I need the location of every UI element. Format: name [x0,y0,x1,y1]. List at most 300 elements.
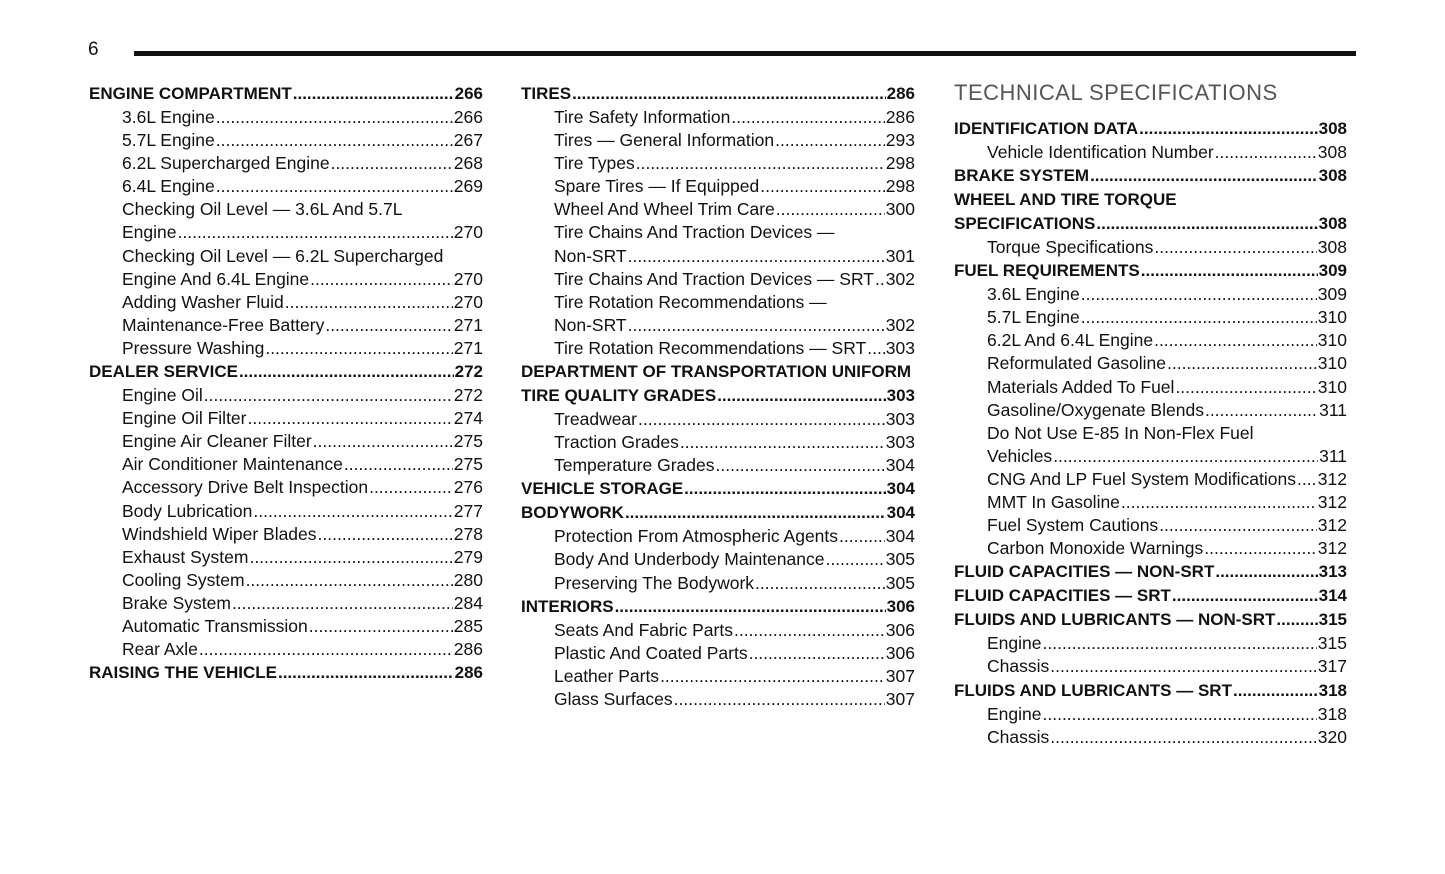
toc-entry-label: TIRE QUALITY GRADES [521,386,717,406]
toc-entry-label: VEHICLE STORAGE [521,479,684,499]
toc-entry-label: Engine Oil Filter [122,408,247,429]
toc-entry-label: Engine [987,633,1042,654]
toc-subentry[interactable] [89,523,483,546]
toc-subentry[interactable] [521,619,915,642]
toc-section-entry[interactable] [954,164,1347,188]
toc-page-number: 303 [885,409,915,430]
toc-entry-label[interactable]: Checking Oil Level — 6.2L Supercharged [122,245,444,266]
toc-entry-label: Wheel And Wheel Trim Care [554,199,775,220]
toc-subentry[interactable] [954,537,1347,560]
toc-entry-label: Chassis [987,656,1050,677]
dot-leader [749,642,885,665]
toc-entry-label: Adding Washer Fluid [122,291,284,312]
toc-subentry[interactable] [89,106,483,129]
toc-subentry[interactable] [521,245,915,268]
toc-entry-label: BODYWORK [521,503,624,523]
toc-section-entry[interactable] [954,560,1347,584]
toc-entry-label: 6.2L Supercharged Engine [122,153,330,174]
toc-entry-label[interactable]: WHEEL AND TIRE TORQUE [954,190,1177,210]
toc-entry-label: IDENTIFICATION DATA [954,119,1139,138]
toc-entry-label: Vehicle Identification Number [987,142,1214,162]
toc-page-number: 305 [885,549,915,570]
toc-page-number: 310 [1317,376,1347,397]
toc-page-number: 311 [1319,399,1347,420]
toc-entry-label: MMT In Gasoline [987,492,1120,513]
toc-subentry[interactable] [954,306,1347,329]
toc-page-number: 313 [1318,562,1347,582]
toc-subentry[interactable] [89,546,483,569]
toc-page-number: 318 [1317,703,1347,724]
toc-subentry[interactable] [521,548,915,571]
toc-subentry[interactable] [89,592,483,615]
dot-leader [628,314,885,337]
header-rule [134,51,1356,56]
toc-page-number: 306 [885,619,915,640]
toc-subentry[interactable] [521,152,915,175]
toc-page-number: 280 [453,569,483,590]
toc-section-entry[interactable] [954,117,1347,141]
dot-leader [776,198,885,221]
dot-leader [1096,212,1317,236]
toc-section-entry[interactable] [521,595,915,619]
toc-subentry[interactable] [954,514,1347,537]
toc-entry-label: 5.7L Engine [987,307,1080,328]
toc-subentry[interactable] [954,726,1347,749]
toc-page-number: 312 [1317,538,1347,559]
toc-entry-label: Tire Chains And Traction Devices — SRT [554,268,874,289]
toc-page-number: 315 [1317,633,1347,654]
toc-subentry[interactable] [954,236,1347,259]
dot-leader [755,572,885,595]
dot-leader [760,175,885,198]
dot-leader [1276,608,1317,632]
toc-page-number: 303 [886,386,915,406]
dot-leader [1090,164,1318,188]
toc-subentry[interactable] [954,283,1347,306]
toc-entry-label: Temperature Grades [554,455,715,476]
toc-entry-label: Pressure Washing [122,337,265,358]
toc-entry-label: Protection From Atmospheric Agents [554,526,839,547]
toc-page-number: 269 [453,176,483,197]
dot-leader [1175,376,1316,399]
toc-page-number: 309 [1317,284,1347,305]
toc-subentry[interactable] [954,376,1347,399]
toc-entry-label: Windshield Wiper Blades [122,523,317,544]
toc-entry-label: Reformulated Gasoline [987,353,1166,374]
dot-leader [867,337,885,360]
toc-page-number: 312 [1317,515,1347,536]
toc-entry-label[interactable]: Checking Oil Level — 3.6L And 5.7L [122,199,403,220]
toc-page-number: 315 [1318,610,1347,630]
toc-subentry[interactable] [954,703,1347,726]
toc-page-number: 275 [453,454,483,475]
dot-leader [674,688,885,711]
toc-entry-label: 6.4L Engine [122,176,215,197]
dot-leader [232,592,453,615]
toc-subentry[interactable] [521,408,915,431]
dot-leader [248,407,453,430]
dot-leader [1053,445,1318,468]
dot-leader [369,476,453,499]
dot-leader [638,408,885,431]
toc-subentry[interactable] [89,638,483,661]
toc-entry-label: Engine Oil [122,385,203,406]
dot-leader [253,500,452,523]
toc-page-number: 318 [1318,680,1347,700]
toc-entry-label: TIRES [521,84,572,103]
toc-subentry[interactable] [89,314,483,337]
toc-entry-label: Spare Tires — If Equipped [554,176,760,197]
dot-leader [731,106,884,129]
dot-leader [285,291,453,314]
dot-leader [278,661,454,685]
toc-page-number: 301 [885,245,915,266]
toc-entry-label: ENGINE COMPARTMENT [89,84,292,103]
toc-page-number: 270 [453,268,483,289]
toc-page-number: 293 [885,130,915,151]
toc-subentry[interactable] [89,175,483,198]
toc-page-number: 286 [453,639,483,660]
toc-page-number: 308 [1318,119,1347,138]
toc-entry-label: Tires — General Information [554,130,775,151]
toc-entry-label: Exhaust System [122,546,249,567]
toc-page-number: 309 [1318,261,1347,281]
toc-page-number: 270 [453,291,483,312]
dot-leader [875,268,885,291]
toc-entry-label: FLUIDS AND LUBRICANTS — SRT [954,680,1232,700]
toc-subentry[interactable] [89,430,483,453]
toc-page-number: 286 [886,84,915,103]
dot-leader [309,615,453,638]
toc-subentry[interactable] [521,572,915,595]
dot-leader [318,523,453,546]
toc-page-number: 317 [1317,656,1347,677]
toc-entry-label: FLUID CAPACITIES — NON-SRT [954,562,1215,582]
dot-leader [1050,726,1317,749]
dot-leader [684,477,885,501]
toc-subentry[interactable] [954,491,1347,514]
toc-subentry[interactable] [521,106,915,129]
toc-page-number: 272 [453,385,483,406]
toc-entry-label: Engine And 6.4L Engine [122,268,310,289]
toc-entry-label[interactable]: Tire Rotation Recommendations — [554,291,827,312]
toc-page-number: 311 [1319,445,1347,466]
toc-page-number: 285 [453,615,483,636]
toc-subentry[interactable] [89,152,483,175]
toc-subentry[interactable] [954,468,1347,491]
toc-page-number: 298 [885,153,915,174]
dot-leader [775,129,885,152]
toc-subentry[interactable] [521,642,915,665]
toc-page-number: 268 [453,153,483,174]
dot-leader [249,546,452,569]
toc-subentry[interactable] [521,454,915,477]
toc-subentry[interactable] [521,314,915,337]
toc-page-number: 286 [885,107,915,127]
toc-entry-label: INTERIORS [521,596,614,616]
toc-page-number: 302 [885,314,915,335]
toc-entry-label: Vehicles [987,445,1053,466]
toc-entry-label: 3.6L Engine [122,107,215,127]
toc-entry-label: Treadwear [554,409,637,430]
toc-page-number: 277 [453,500,483,521]
toc-page-number: 304 [886,503,915,523]
toc-entry-label: Plastic And Coated Parts [554,642,748,663]
page-number: 6 [88,39,99,60]
dot-leader [1121,491,1317,514]
toc-entry-label: Chassis [987,726,1050,747]
toc-section-entry[interactable] [954,584,1347,608]
toc-subentry[interactable] [89,569,483,592]
dot-leader [1167,352,1317,375]
toc-entry-label: Brake System [122,592,231,613]
toc-section-entry[interactable] [521,384,915,408]
toc-entry-label: Torque Specifications [987,237,1154,258]
toc-page-number: 276 [453,477,483,498]
toc-subentry[interactable] [521,688,915,711]
dot-leader [1159,514,1317,537]
toc-page-number: 310 [1317,330,1347,351]
toc-page-number: 306 [886,596,915,616]
toc-subentry[interactable] [954,445,1347,468]
toc-page-number: 320 [1317,726,1347,747]
dot-leader [572,82,886,106]
toc-entry-label: Non-SRT [554,245,627,266]
dot-leader [1141,259,1318,283]
dot-leader [325,314,452,337]
toc-subentry[interactable] [89,129,483,152]
toc-entry-label: Tire Safety Information [554,107,731,127]
dot-leader [636,152,885,175]
toc-page-number: 304 [886,479,915,499]
toc-page-number: 308 [1318,166,1347,186]
toc-entry-label: Tire Rotation Recommendations — SRT [554,337,867,358]
toc-page-number: 307 [885,665,915,686]
dot-leader [199,638,453,661]
toc-page-number: 271 [453,337,483,358]
toc-section-entry[interactable] [521,82,915,106]
toc-subentry[interactable] [521,129,915,152]
toc-page-number: 303 [885,432,915,453]
toc-entry-label: Non-SRT [554,314,627,335]
toc-subentry[interactable] [89,337,483,360]
toc-subentry[interactable] [89,476,483,499]
dot-leader [716,454,885,477]
toc-entry-label: FLUIDS AND LUBRICANTS — NON-SRT [954,610,1276,630]
toc-subentry[interactable] [954,141,1347,164]
toc-page-number: 308 [1317,142,1347,162]
toc-page-number: 305 [885,572,915,593]
toc-entry-label: Fuel System Cautions [987,515,1159,536]
toc-page-number: 308 [1318,214,1347,234]
toc-page-number: 278 [453,523,483,544]
toc-subentry[interactable] [89,407,483,430]
toc-entry-label: Rear Axle [122,639,198,660]
toc-entry-label: Air Conditioner Maintenance [122,454,343,475]
toc-entry-label: Preserving The Bodywork [554,572,755,593]
dot-leader [680,431,885,454]
toc-column-3 [954,80,1347,749]
toc-page-number: 266 [454,84,483,103]
toc-entry-label: Accessory Drive Belt Inspection [122,477,369,498]
toc-page-number: 286 [454,663,483,683]
toc-subentry[interactable] [954,632,1347,655]
toc-entry-label: Automatic Transmission [122,615,308,636]
toc-page-number: 307 [885,688,915,709]
toc-subentry[interactable] [89,221,483,244]
toc-section-entry[interactable] [521,477,915,501]
toc-entry-label: Engine Air Cleaner Filter [122,431,312,452]
toc-page-number: 303 [885,337,915,358]
toc-entry-label: Gasoline/Oxygenate Blends [987,399,1204,420]
toc-page-number: 274 [453,408,483,429]
dot-leader [1172,584,1318,608]
toc-page-number: 310 [1317,353,1347,374]
toc-section-entry[interactable] [89,82,483,106]
dot-leader [310,268,453,291]
toc-page-number: 279 [453,546,483,567]
toc-page-number: 298 [885,176,915,197]
toc-entry-label: CNG And LP Fuel System Modifications [987,468,1296,489]
toc-entry-label[interactable]: Do Not Use E-85 In Non-Flex Fuel [987,422,1254,443]
dot-leader [178,221,453,244]
toc-section-entry[interactable] [954,212,1347,236]
dot-leader [825,548,884,571]
toc-entry-label: 6.2L And 6.4L Engine [987,330,1154,351]
dot-leader [216,129,453,152]
dot-leader [331,152,453,175]
toc-entry-label: Body And Underbody Maintenance [554,549,825,570]
toc-entry-label: Engine [987,703,1042,724]
toc-subentry[interactable] [89,453,483,476]
dot-leader [1204,537,1317,560]
dot-leader [216,106,453,129]
toc-subentry[interactable] [954,352,1347,375]
dot-leader [1081,306,1317,329]
toc-entry-label: RAISING THE VEHICLE [89,663,277,683]
dot-leader [1043,632,1317,655]
toc-section-entry[interactable] [954,608,1347,632]
dot-leader [628,245,885,268]
toc-entry-label: FLUID CAPACITIES — SRT [954,586,1171,606]
toc-entry-label[interactable]: DEPARTMENT OF TRANSPORTATION UNIFORM [521,362,912,382]
dot-leader [344,453,453,476]
toc-subentry[interactable] [521,525,915,548]
dot-leader [239,360,454,384]
toc-page-number: 308 [1317,237,1347,258]
dot-leader [293,82,454,106]
toc-page-number: 312 [1317,492,1347,513]
toc-entry-label: Seats And Fabric Parts [554,619,733,640]
toc-entry-label[interactable]: Tire Chains And Traction Devices — [554,222,835,243]
dot-leader [1154,236,1316,259]
dot-leader [717,384,885,408]
dot-leader [1139,117,1317,141]
toc-page-number: 271 [453,314,483,335]
toc-section-entry[interactable] [89,360,483,384]
dot-leader [204,384,453,407]
toc-page-number: 304 [885,526,915,547]
dot-leader [734,619,885,642]
toc-subentry[interactable] [521,431,915,454]
toc-section-entry[interactable] [954,679,1347,703]
toc-entry-label: Body Lubrication [122,500,253,521]
dot-leader [1297,468,1317,491]
dot-leader [1215,560,1317,584]
dot-leader [246,569,453,592]
dot-leader [313,430,453,453]
toc-subentry[interactable] [89,500,483,523]
toc-page-number: 300 [885,199,915,220]
section-title: TECHNICAL SPECIFICATIONS [954,80,1278,105]
toc-page-number: 302 [885,268,915,289]
dot-leader [1233,679,1318,703]
toc-subentry[interactable] [521,665,915,688]
toc-entry-label: 5.7L Engine [122,130,215,151]
toc-entry-label: FUEL REQUIREMENTS [954,261,1140,281]
toc-subentry[interactable] [954,329,1347,352]
toc-entry-label: Glass Surfaces [554,688,673,709]
toc-page-number: 310 [1317,307,1347,328]
toc-page-number: 306 [885,642,915,663]
dot-leader [1043,703,1317,726]
toc-section-entry[interactable] [89,661,483,685]
toc-page-number: 284 [453,592,483,613]
toc-subentry[interactable] [89,291,483,314]
toc-subentry[interactable] [521,198,915,221]
toc-column-1 [89,82,483,685]
toc-entry-label: BRAKE SYSTEM [954,166,1090,186]
toc-subentry[interactable] [954,655,1347,678]
toc-page-number: 304 [885,455,915,476]
toc-section-entry[interactable] [954,259,1347,283]
toc-page-number: 267 [453,130,483,151]
toc-entry-label: Cooling System [122,569,245,590]
toc-page-number: 314 [1318,586,1347,606]
toc-entry-label: Materials Added To Fuel [987,376,1175,397]
dot-leader [1154,329,1317,352]
toc-page-number: 275 [453,431,483,452]
toc-entry-label: Maintenance-Free Battery [122,314,325,335]
dot-leader [625,501,886,525]
toc-page-number: 270 [453,222,483,243]
dot-leader [1215,141,1317,164]
toc-entry-label: 3.6L Engine [987,284,1080,305]
toc-section-entry[interactable] [521,501,915,525]
toc-entry-label: Tire Types [554,153,635,174]
toc-entry-label: Leather Parts [554,665,660,686]
toc-subentry[interactable] [521,268,915,291]
toc-entry-label: Carbon Monoxide Warnings [987,538,1204,559]
dot-leader [1205,399,1318,422]
toc-subentry[interactable] [521,175,915,198]
toc-page-number: 266 [453,107,483,127]
toc-subentry[interactable] [89,268,483,291]
dot-leader [839,525,885,548]
dot-leader [1081,283,1317,306]
toc-entry-label: SPECIFICATIONS [954,214,1096,234]
toc-page-number: 312 [1317,468,1347,489]
toc-page-number: 272 [454,362,483,382]
toc-column-2 [521,82,915,711]
dot-leader [265,337,452,360]
toc-subentry[interactable] [521,337,915,360]
toc-subentry[interactable] [89,615,483,638]
toc-subentry[interactable] [89,384,483,407]
toc-subentry[interactable] [954,399,1347,422]
toc-entry-label: DEALER SERVICE [89,362,238,382]
dot-leader [216,175,453,198]
